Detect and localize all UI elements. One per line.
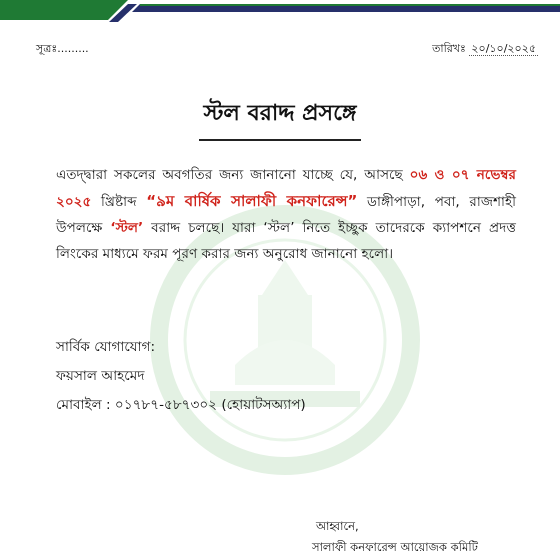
signature-greeting: আহ্বানে,	[316, 519, 359, 533]
body-text-1: এতদ্দ্বারা সকলের অবগতির জন্য জানানো যাচ্ছে যে, আসছে	[56, 167, 410, 183]
body-text-4: বরাদ্দ চলছে। যারা ‘স্টল’ নিতে ইচ্ছুক তাদেরকে ক্যাপশনে প্রদত্ত লিংকের মাধ্যমে ফরম পূরণ করার জন্য অনুরোধ জানানো হলো।	[56, 220, 516, 262]
event-name-highlight: “৯ম বার্ষিক সালাফী কনফারেন্স”	[146, 192, 358, 210]
contact-label: সার্বিক যোগাযোগ:	[56, 339, 156, 355]
body-text-2: খ্রিষ্টাব্দ	[91, 194, 147, 210]
header-stripes	[0, 0, 560, 24]
page-title: স্টল বরাদ্দ প্রসঙ্গে	[199, 96, 360, 141]
reference-number: সূত্রঃ.........	[36, 42, 89, 55]
contact-name: ফয়সাল আহমেদ	[56, 368, 145, 384]
body-text-3: ডাঙ্গীপাড়া, পবা, রাজশাহী উপলক্ষে	[56, 194, 517, 236]
title-wrapper	[0, 96, 560, 141]
stall-highlight: ‘স্টল’	[110, 220, 144, 236]
date-line	[432, 40, 538, 59]
contact-mobile: মোবাইল : ০১৭৮৭-৫৮৭৩০২ (হোয়াটসঅ্যাপ)	[56, 397, 306, 413]
signature-committee: সালাফী কনফারেন্স আয়োজক কমিটি	[312, 540, 478, 554]
date-value: ২০/১০/২০২৫	[471, 42, 536, 55]
signature-block	[312, 516, 478, 558]
notice-body	[56, 162, 516, 267]
contact-block	[56, 333, 306, 420]
date-highlight: ০৬ ও ০৭ নভেম্বর ২০২৫	[56, 167, 516, 210]
date-label: তারিখঃ	[432, 42, 466, 55]
